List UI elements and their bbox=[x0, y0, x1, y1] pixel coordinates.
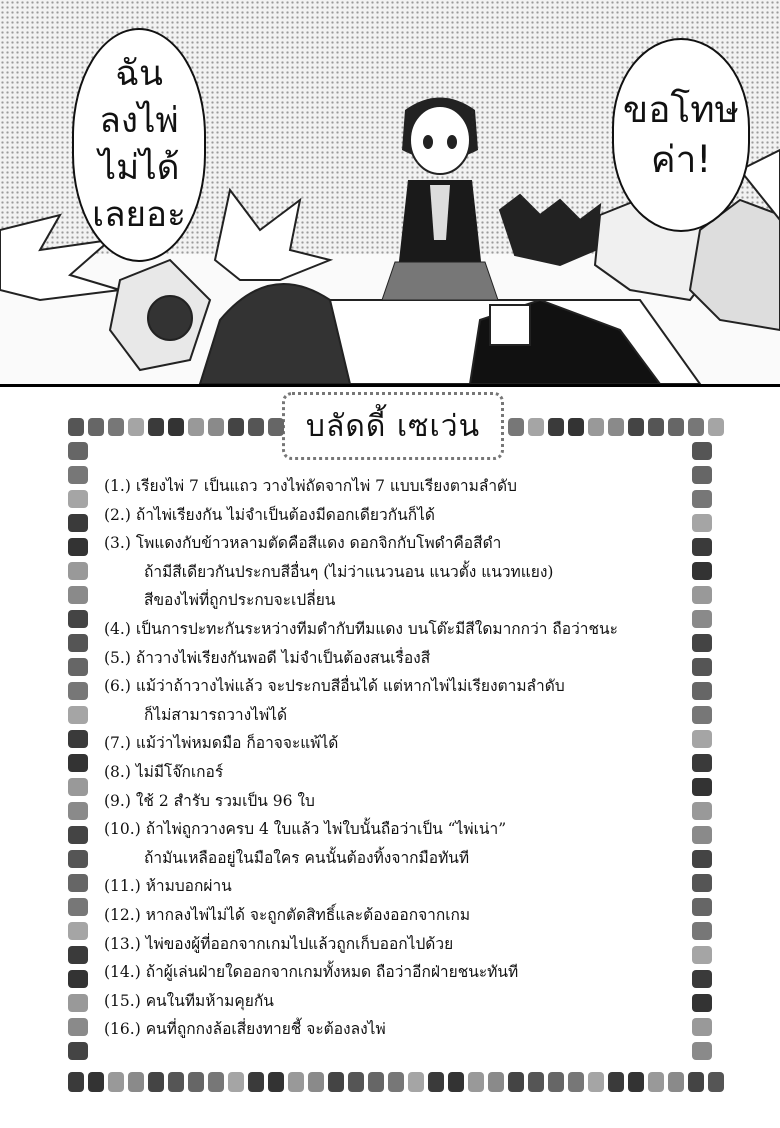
rule-number: (5.) bbox=[104, 648, 131, 667]
border-bead bbox=[528, 1072, 544, 1092]
border-bead bbox=[688, 418, 704, 436]
border-bead bbox=[288, 1072, 304, 1092]
rule-text: ถ้าไพ่เรียงกัน ไม่จำเป็นต้องมีดอกเดียวกันก็ได้ bbox=[135, 505, 435, 524]
border-bead bbox=[208, 418, 224, 436]
border-bead bbox=[708, 418, 724, 436]
border-bead bbox=[692, 994, 712, 1012]
border-bead bbox=[108, 1072, 124, 1092]
rules-title: บลัดดี้ เซเว่น bbox=[305, 408, 481, 444]
border-bead bbox=[448, 1072, 464, 1092]
border-bead bbox=[188, 1072, 204, 1092]
border-bead bbox=[68, 874, 88, 892]
border-bead bbox=[88, 418, 104, 436]
border-bead bbox=[692, 706, 712, 724]
border-bead bbox=[68, 514, 88, 532]
rule-item bbox=[104, 815, 694, 872]
border-bead bbox=[692, 898, 712, 916]
border-bead bbox=[568, 418, 584, 436]
border-bead bbox=[168, 1072, 184, 1092]
border-bead bbox=[408, 1072, 424, 1092]
border-bead bbox=[68, 1042, 88, 1060]
border-bead bbox=[692, 490, 712, 508]
border-bead bbox=[528, 418, 544, 436]
border-bead bbox=[68, 682, 88, 700]
border-bead bbox=[692, 442, 712, 460]
rule-text: เป็นการปะทะกันระหว่างทีมดำกับทีมแดง บนโต๊ะมีสีใดมากกว่า ถือว่าชนะ bbox=[135, 619, 618, 638]
rule-number: (14.) bbox=[104, 963, 141, 982]
rule-number: (1.) bbox=[104, 477, 131, 495]
rule-item bbox=[104, 872, 694, 901]
rule-number: (2.) bbox=[104, 505, 131, 524]
rule-text: ไม่มีโจ๊กเกอร์ bbox=[135, 762, 224, 781]
rule-text: ห้ามบอกผ่าน bbox=[145, 877, 232, 896]
border-bead bbox=[692, 850, 712, 868]
border-bead bbox=[308, 1072, 324, 1092]
border-bead bbox=[68, 418, 84, 436]
border-bead bbox=[668, 1072, 684, 1092]
border-bead bbox=[428, 1072, 444, 1092]
border-bead bbox=[108, 418, 124, 436]
border-bead bbox=[368, 1072, 384, 1092]
border-bead bbox=[68, 778, 88, 796]
border-bead bbox=[508, 418, 524, 436]
rule-item bbox=[104, 901, 694, 930]
bubble-left-line: ฉัน bbox=[115, 53, 163, 94]
border-bead bbox=[692, 754, 712, 772]
rule-text: แม้ว่าถ้าวางไพ่แล้ว จะประกบสีอื่นได้ แต่หากไพ่ไม่เรียงตามลำดับ bbox=[135, 677, 565, 696]
border-bead bbox=[68, 586, 88, 604]
border-bead bbox=[68, 730, 88, 748]
border-bead bbox=[568, 1072, 584, 1092]
rule-text: คนที่ถูกกงล้อเสี่ยงทายชี้ จะต้องลงไพ่ bbox=[145, 1020, 386, 1039]
border-bead bbox=[248, 418, 264, 436]
rule-text: เรียงไพ่ 7 เป็นแถว วางไพ่ถัดจากไพ่ 7 แบบเรียงตามลำดับ bbox=[135, 477, 517, 495]
rule-item bbox=[104, 472, 694, 501]
rule-item bbox=[104, 758, 694, 787]
bubble-left-line: ไม่ได้ bbox=[98, 148, 180, 188]
border-bead bbox=[68, 490, 88, 508]
border-bead bbox=[168, 418, 184, 436]
border-bead bbox=[268, 418, 284, 436]
rule-text: สีของไพ่ที่ถูกประกบจะเปลี่ยน bbox=[144, 591, 336, 610]
border-bead bbox=[68, 970, 88, 988]
border-bead bbox=[68, 658, 88, 676]
rule-text: ถ้าวางไพ่เรียงกันพอดี ไม่จำเป็นต้องสนเรื่องสี bbox=[135, 648, 431, 667]
rule-text: คนในทีมห้ามคุยกัน bbox=[145, 991, 274, 1010]
border-bead bbox=[628, 1072, 644, 1092]
border-bead bbox=[692, 802, 712, 820]
border-bead bbox=[348, 1072, 364, 1092]
rule-item bbox=[104, 729, 694, 758]
rule-text: ใช้ 2 สำรับ รวมเป็น 96 ใบ bbox=[135, 791, 315, 810]
border-bead bbox=[208, 1072, 224, 1092]
border-bead bbox=[648, 1072, 664, 1092]
border-bead bbox=[128, 1072, 144, 1092]
bubble-right-line: ขอโทษ bbox=[622, 88, 740, 132]
rule-text: หากลงไพ่ไม่ได้ จะถูกตัดสิทธิ์และต้องออกจากเกม bbox=[145, 905, 471, 924]
border-bead bbox=[692, 586, 712, 604]
border-bead bbox=[148, 1072, 164, 1092]
rule-text: ถ้าไพ่ถูกวางครบ 4 ใบแล้ว ไพ่ใบนั้นถือว่าเป็น “ไพ่เน่า” bbox=[145, 820, 507, 839]
rule-text: ถ้ามีสีเดียวกันประกบสีอื่นๆ (ไม่ว่าแนวนอน แนวตั้ง แนวทแยง) bbox=[144, 562, 554, 581]
border-bead bbox=[88, 1072, 104, 1092]
border-bead bbox=[68, 922, 88, 940]
border-bead bbox=[188, 418, 204, 436]
border-bead bbox=[608, 418, 624, 436]
border-bead bbox=[692, 682, 712, 700]
rule-item bbox=[104, 501, 694, 530]
border-bead bbox=[668, 418, 684, 436]
manga-panel bbox=[0, 0, 780, 387]
border-bead bbox=[148, 418, 164, 436]
border-bead bbox=[548, 418, 564, 436]
border-bead bbox=[708, 1072, 724, 1092]
border-bead bbox=[388, 1072, 404, 1092]
border-bead bbox=[68, 994, 88, 1012]
border-bead bbox=[328, 1072, 344, 1092]
bubble-right-line: ค่า! bbox=[650, 138, 712, 181]
border-bead bbox=[68, 850, 88, 868]
border-bead bbox=[68, 562, 88, 580]
bubble-left-line: เลยอะ bbox=[92, 195, 186, 236]
border-bead bbox=[248, 1072, 264, 1092]
rule-text: ไพ่ของผู้ที่ออกจากเกมไปแล้วถูกเก็บออกไปด้วย bbox=[145, 934, 454, 953]
border-bead bbox=[692, 730, 712, 748]
rules-title-box bbox=[282, 392, 504, 460]
rule-number: (9.) bbox=[104, 791, 131, 810]
border-bead bbox=[468, 1072, 484, 1092]
speech-bubble-left bbox=[72, 28, 206, 262]
border-bead bbox=[68, 466, 88, 484]
rule-item bbox=[104, 615, 694, 644]
rule-number: (11.) bbox=[104, 877, 141, 896]
border-bead bbox=[688, 1072, 704, 1092]
rule-number: (16.) bbox=[104, 1020, 141, 1039]
border-bead bbox=[68, 946, 88, 964]
border-bead bbox=[228, 1072, 244, 1092]
border-bead bbox=[692, 970, 712, 988]
border-bead bbox=[692, 826, 712, 844]
border-bead bbox=[692, 922, 712, 940]
rule-number: (13.) bbox=[104, 934, 141, 953]
border-bead bbox=[628, 418, 644, 436]
border-bead bbox=[68, 826, 88, 844]
border-bead bbox=[692, 874, 712, 892]
border-bead bbox=[648, 418, 664, 436]
border-bead bbox=[588, 418, 604, 436]
rule-number: (15.) bbox=[104, 991, 141, 1010]
rule-text: ก็ไม่สามารถวางไพ่ได้ bbox=[144, 705, 288, 724]
border-bead bbox=[692, 1018, 712, 1036]
border-bead bbox=[68, 634, 88, 652]
border-bead bbox=[68, 610, 88, 628]
border-bead bbox=[692, 778, 712, 796]
rule-number: (8.) bbox=[104, 762, 131, 781]
border-bead bbox=[68, 802, 88, 820]
rule-item bbox=[104, 787, 694, 816]
border-bead bbox=[268, 1072, 284, 1092]
border-bead bbox=[608, 1072, 624, 1092]
border-bead bbox=[692, 610, 712, 628]
rule-item bbox=[104, 644, 694, 673]
border-bead bbox=[68, 706, 88, 724]
border-bead bbox=[692, 538, 712, 556]
border-bead bbox=[692, 514, 712, 532]
border-bead bbox=[692, 658, 712, 676]
border-bead bbox=[68, 538, 88, 556]
border-bead bbox=[548, 1072, 564, 1092]
rule-item bbox=[104, 529, 694, 615]
border-bead bbox=[588, 1072, 604, 1092]
rule-text: โพแดงกับข้าวหลามตัดคือสีแดง ดอกจิกกับโพดำคือสีดำ bbox=[135, 534, 502, 553]
border-bead bbox=[128, 418, 144, 436]
border-bead bbox=[692, 946, 712, 964]
border-bead bbox=[692, 466, 712, 484]
border-bead bbox=[68, 754, 88, 772]
border-bead bbox=[692, 562, 712, 580]
rule-number: (4.) bbox=[104, 619, 131, 638]
center-girl-figure bbox=[382, 98, 498, 301]
rule-text: ถ้ามันเหลืออยู่ในมือใคร คนนั้นต้องทิ้งจากมือทันที bbox=[144, 848, 470, 867]
bubble-left-line: ลงไพ่ bbox=[99, 100, 179, 141]
border-bead bbox=[692, 1042, 712, 1060]
rule-text: แม้ว่าไพ่หมดมือ ก็อาจจะแพ้ได้ bbox=[135, 734, 339, 753]
border-bead bbox=[488, 1072, 504, 1092]
rule-number: (3.) bbox=[104, 534, 131, 553]
border-bead bbox=[68, 442, 88, 460]
rule-text: ถ้าผู้เล่นฝ่ายใดออกจากเกมทั้งหมด ถือว่าอีกฝ่ายชนะทันที bbox=[145, 963, 519, 982]
rule-number: (12.) bbox=[104, 905, 141, 924]
rule-item bbox=[104, 987, 694, 1016]
border-bead bbox=[68, 898, 88, 916]
rule-number: (7.) bbox=[104, 734, 131, 753]
border-bead bbox=[508, 1072, 524, 1092]
rule-item bbox=[104, 930, 694, 959]
border-bead bbox=[228, 418, 244, 436]
rule-number: (10.) bbox=[104, 820, 141, 839]
rule-number: (6.) bbox=[104, 677, 131, 696]
border-bead bbox=[68, 1018, 88, 1036]
rule-item bbox=[104, 672, 694, 729]
rule-item bbox=[104, 958, 694, 987]
rule-item bbox=[104, 1015, 694, 1044]
rules-list bbox=[104, 472, 694, 1044]
border-bead bbox=[68, 1072, 84, 1092]
speech-bubble-right bbox=[612, 38, 750, 232]
border-bead bbox=[692, 634, 712, 652]
